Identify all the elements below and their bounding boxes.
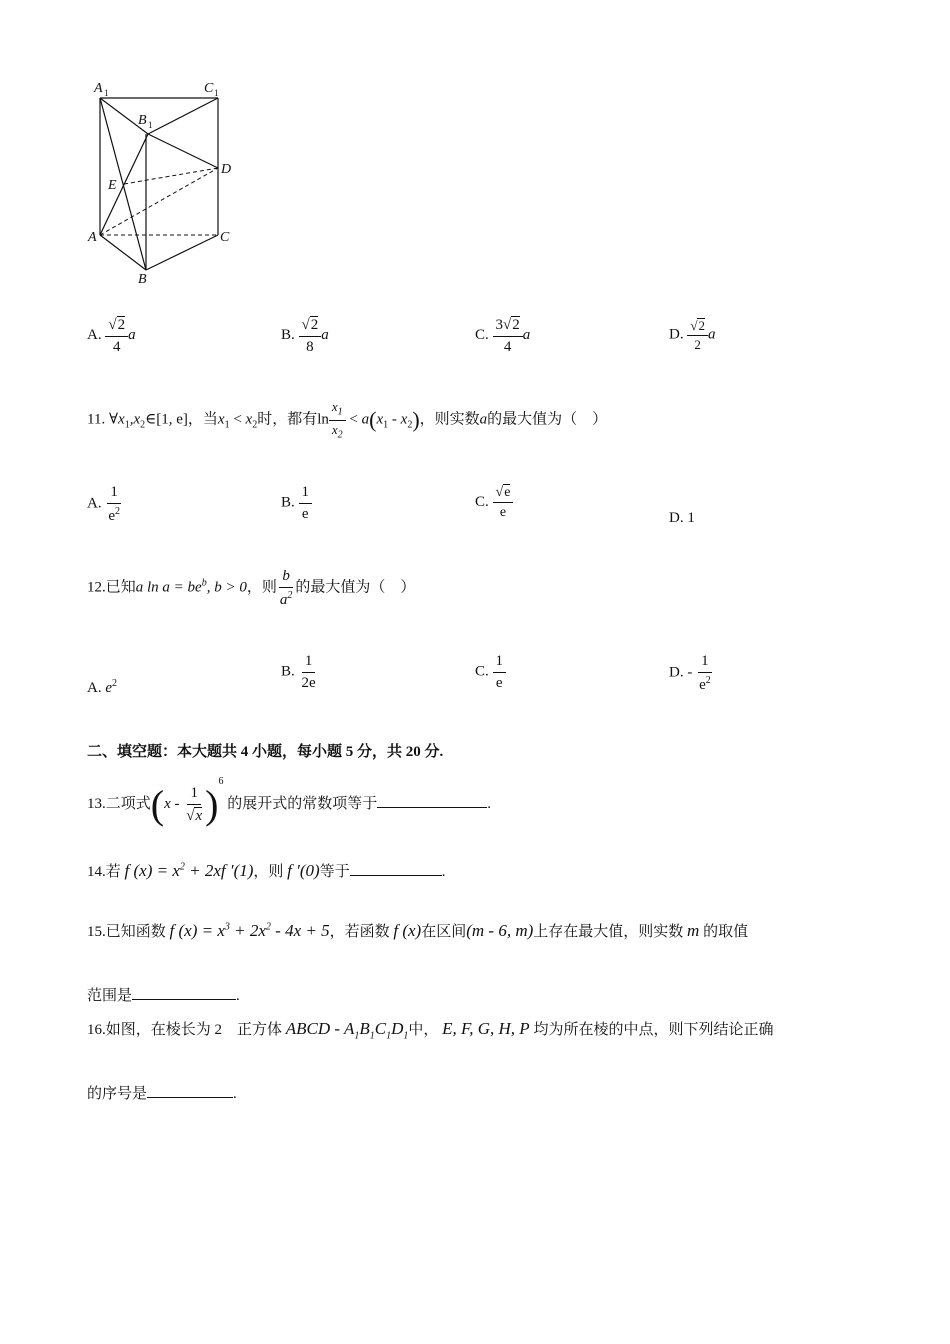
question-14: 14.若 f $(x) = x^2 + 2xf$ ′(1)，则 f ′(0)等于 . bbox=[87, 861, 446, 880]
q12-option-b[interactable]: B. $\frac{1}{2e}$ bbox=[281, 653, 316, 691]
svg-text:1: 1 bbox=[148, 120, 153, 130]
q11-option-a[interactable]: A. $\frac{1}{e^2}$ bbox=[87, 484, 121, 524]
q11-option-d[interactable]: D. 1 bbox=[669, 510, 695, 526]
q12-option-d[interactable]: D. - $\frac{1}{e^2}$ bbox=[669, 653, 711, 693]
question-12: 12.已知a $\ln a = be^b$, b > 0，则 $\frac{b}{a^2}$ 的最大值为（ ） bbox=[87, 568, 416, 608]
question-15-line2: 范围是 . bbox=[87, 984, 240, 1005]
question-16-line2: 的序号是 . bbox=[87, 1082, 237, 1103]
q10-option-b[interactable]: B. $\frac{√2}{8}$ a bbox=[281, 317, 329, 355]
label-a: A bbox=[88, 230, 97, 245]
label-b1: B bbox=[138, 113, 147, 128]
label-e: E bbox=[108, 178, 117, 193]
line-b1d bbox=[148, 134, 218, 168]
prism-figure bbox=[80, 72, 250, 292]
label-c: C bbox=[220, 230, 230, 245]
question-13: 13.二项式(x - $\frac{1}{√x}$ )$^6$ 的展开式的常数项等于 . bbox=[87, 776, 491, 828]
q10-option-c[interactable]: C. $\frac{3√2}{4}$ a bbox=[475, 317, 531, 355]
edge-b1c1 bbox=[148, 98, 218, 134]
edge-bc bbox=[146, 235, 218, 270]
q12-option-c[interactable]: C. $\frac{1}{e}$ bbox=[475, 653, 506, 691]
label-c1: C bbox=[204, 81, 214, 96]
section-2-heading: 二、填空题：本大题共 4 小题，每小题 5 分，共 20 分. bbox=[87, 744, 444, 760]
label-d: D bbox=[221, 162, 232, 177]
q11-option-b[interactable]: B. $\frac{1}{e}$ bbox=[281, 484, 312, 522]
question-16: 16.如图，在棱长为 2 正方体 ABCD - $A_1B_1C_1D_1$中， E, F, G, H, P 均为所在棱的中点，则下列结论正确 bbox=[87, 1019, 774, 1042]
q12-option-a[interactable]: A. $e^2$ bbox=[87, 678, 118, 696]
label-b: B bbox=[138, 272, 147, 287]
question-11: 11. $\forall x_1,x_2\in[1$, e]，当$x_1 < x_2$时，都有ln $\frac{x_1}{x_2}$ < $a(x_1 - x_2)$，则实数a的最大值为（ ） bbox=[87, 399, 608, 441]
q11-option-c[interactable]: C. $\frac{√e}{e}$ bbox=[475, 484, 513, 521]
question-15: 15.已知函数 f $(x) = x^3 + 2x^2 - 4x + 5$，若函数 f (x)在区间(m - 6, m)上存在最大值，则实数 m 的取值 bbox=[87, 921, 749, 940]
q10-option-a[interactable]: A. $\frac{√2}{4}$ a bbox=[87, 317, 136, 355]
svg-text:1: 1 bbox=[104, 88, 109, 98]
label-a1: A bbox=[94, 81, 103, 96]
edge-ab bbox=[100, 235, 146, 270]
q10-option-d[interactable]: D. $\frac{√2}{2}$ a bbox=[669, 318, 716, 353]
svg-text:1: 1 bbox=[214, 88, 219, 98]
